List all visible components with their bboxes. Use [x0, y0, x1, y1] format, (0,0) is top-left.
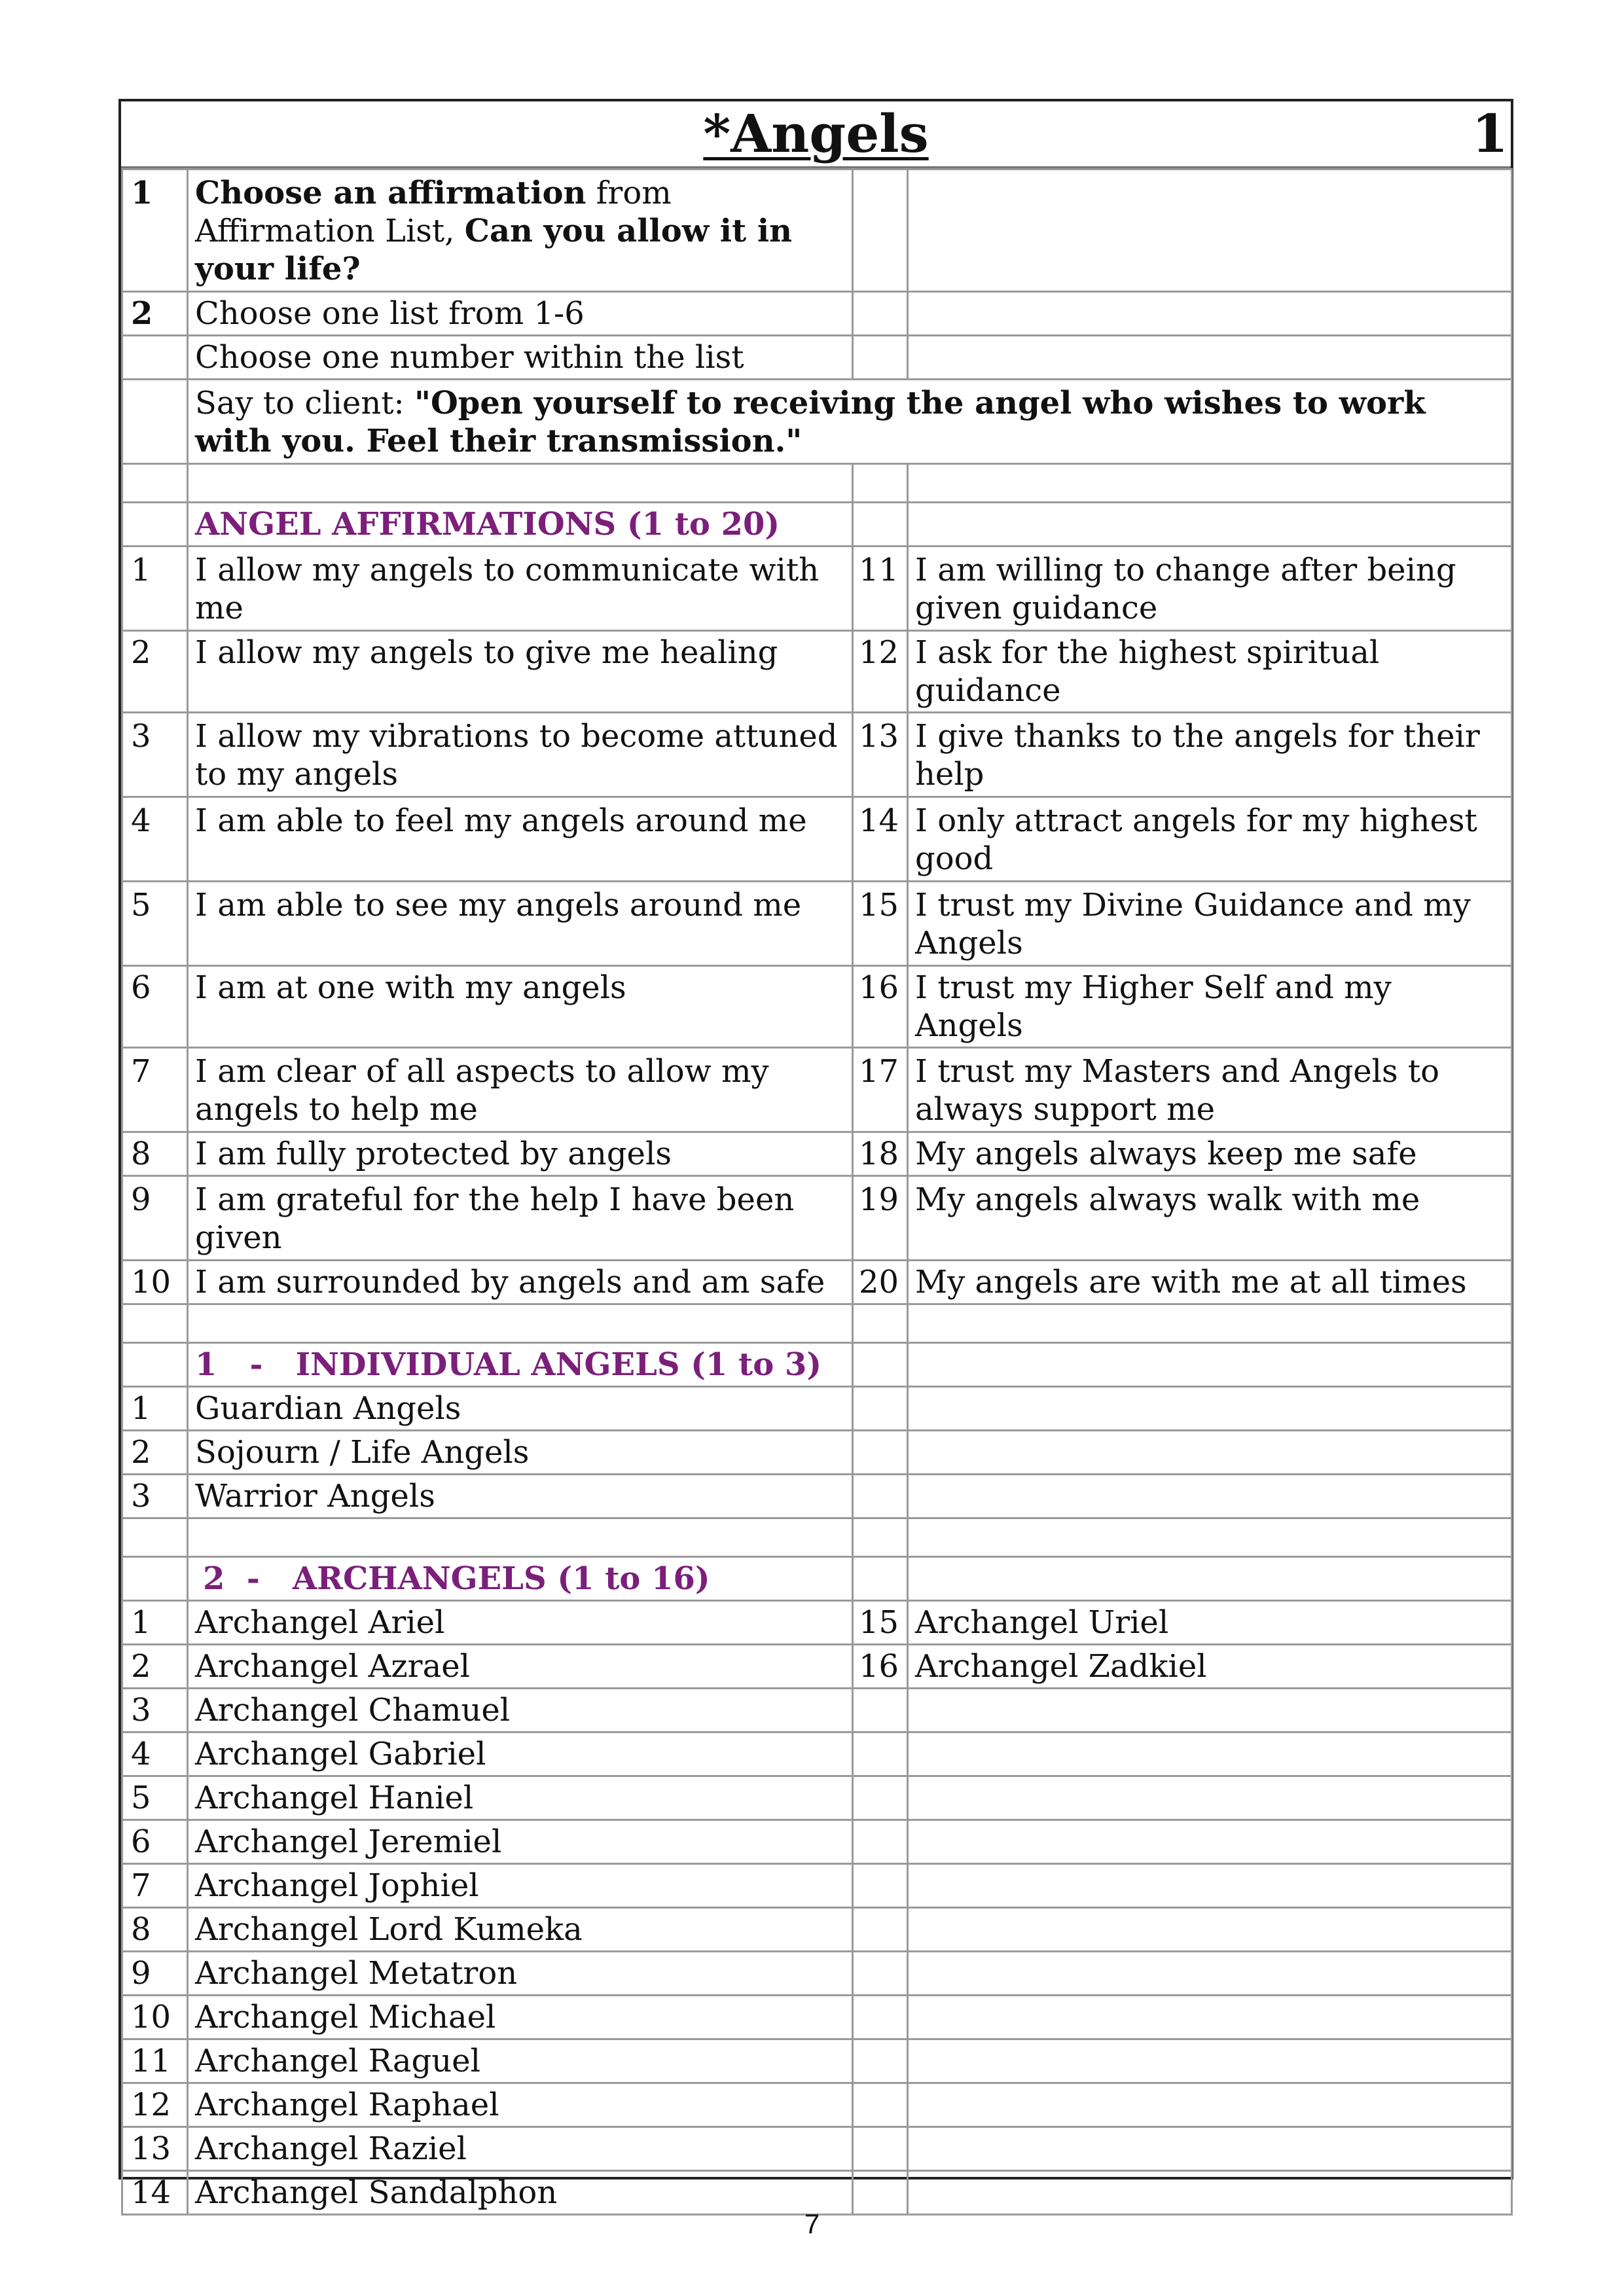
- step-row: [122, 170, 1512, 292]
- archangel-name: Archangel Jophiel: [188, 1864, 853, 1908]
- affirmation-number: 10: [122, 1261, 188, 1304]
- step-text: Choose one number within the list: [188, 336, 853, 380]
- item-number: 6: [122, 1820, 188, 1864]
- affirmation-text: I trust my Divine Guidance and my Angels: [908, 882, 1512, 966]
- affirmation-number: 2: [122, 631, 188, 713]
- item-number: 10: [122, 1996, 188, 2039]
- affirmation-text: My angels always keep me safe: [908, 1132, 1512, 1176]
- archangel-name: Archangel Raphael: [188, 2083, 853, 2127]
- affirmation-row: [122, 547, 1512, 631]
- item-number: 9: [122, 1952, 188, 1996]
- archangel-name: Archangel Gabriel: [188, 1732, 853, 1776]
- affirmation-text: I ask for the highest spiritual guidance: [908, 631, 1512, 713]
- archangel-row: [122, 1864, 1512, 1908]
- affirmation-row: [122, 713, 1512, 797]
- section-heading-row: [122, 1343, 1512, 1387]
- archangel-name: Archangel Zadkiel: [908, 1645, 1512, 1689]
- affirmation-text: I am fully protected by angels: [188, 1132, 853, 1176]
- affirmation-number: 9: [122, 1176, 188, 1261]
- affirmation-number: 4: [122, 797, 188, 882]
- affirmation-row: [122, 1048, 1512, 1132]
- individual-angel-name: Warrior Angels: [188, 1475, 853, 1518]
- item-number: 14: [122, 2171, 188, 2215]
- item-number: 13: [122, 2127, 188, 2171]
- archangel-name: Archangel Jeremiel: [188, 1820, 853, 1864]
- affirmation-number: 3: [122, 713, 188, 797]
- step-text: Say to client: "Open yourself to receiving the angel who wishes to work with you. Feel their transmission.": [188, 380, 1512, 464]
- affirmation-row: [122, 1261, 1512, 1304]
- affirmation-text: I allow my vibrations to become attuned to my angels: [188, 713, 853, 797]
- affirmation-text: I am clear of all aspects to allow my angels to help me: [188, 1048, 853, 1132]
- affirmation-number: 1: [122, 547, 188, 631]
- step-row: [122, 380, 1512, 464]
- affirmation-text: I am grateful for the help I have been given: [188, 1176, 853, 1261]
- affirmation-text: I am able to feel my angels around me: [188, 797, 853, 882]
- affirmation-text: I am willing to change after being given guidance: [908, 547, 1512, 631]
- affirmation-number: 20: [853, 1261, 908, 1304]
- spacer-row: [122, 1304, 1512, 1343]
- archangel-name: Archangel Chamuel: [188, 1689, 853, 1732]
- affirmation-number: 12: [853, 631, 908, 713]
- archangel-row: [122, 1776, 1512, 1820]
- step-row: [122, 336, 1512, 380]
- item-number: 11: [122, 2039, 188, 2083]
- affirmation-text: I am surrounded by angels and am safe: [188, 1261, 853, 1304]
- section-heading-row: [122, 503, 1512, 547]
- title-row: [121, 101, 1511, 168]
- archangel-row: [122, 2039, 1512, 2083]
- step-number: 1: [122, 170, 188, 292]
- affirmation-text: I allow my angels to communicate with me: [188, 547, 853, 631]
- item-number: 4: [122, 1732, 188, 1776]
- affirmation-row: [122, 797, 1512, 882]
- affirmation-number: 7: [122, 1048, 188, 1132]
- affirmation-number: 15: [853, 882, 908, 966]
- step-row: [122, 292, 1512, 336]
- affirmation-number: 13: [853, 713, 908, 797]
- section-heading-row: [122, 1557, 1512, 1601]
- item-number: 16: [853, 1645, 908, 1689]
- individual-angel-row: [122, 1431, 1512, 1475]
- item-number: 1: [122, 1387, 188, 1431]
- spacer-row: [122, 1518, 1512, 1557]
- step-number: [122, 380, 188, 464]
- affirmation-number: 6: [122, 966, 188, 1048]
- angels-worksheet: [118, 99, 1513, 2211]
- item-number: 3: [122, 1689, 188, 1732]
- affirmation-text: I am able to see my angels around me: [188, 882, 853, 966]
- affirmation-text: My angels are with me at all times: [908, 1261, 1512, 1304]
- spacer-row: [122, 464, 1512, 503]
- archangel-name: Archangel Metatron: [188, 1952, 853, 1996]
- step-text: Choose one list from 1-6: [188, 292, 853, 336]
- affirmation-text: I give thanks to the angels for their help: [908, 713, 1512, 797]
- item-number: 1: [122, 1601, 188, 1645]
- item-number: 12: [122, 2083, 188, 2127]
- step-number: [122, 336, 188, 380]
- affirmation-number: 17: [853, 1048, 908, 1132]
- archangel-name: Archangel Michael: [188, 1996, 853, 2039]
- affirmation-number: 18: [853, 1132, 908, 1176]
- individual-angel-name: Guardian Angels: [188, 1387, 853, 1431]
- archangel-row: [122, 1952, 1512, 1996]
- affirmation-text: I allow my angels to give me healing: [188, 631, 853, 713]
- page-title: *Angels: [703, 103, 929, 164]
- archangel-row: [122, 1645, 1512, 1689]
- affirmation-number: 11: [853, 547, 908, 631]
- archangel-row: [122, 1732, 1512, 1776]
- archangel-row: [122, 1820, 1512, 1864]
- item-number: 15: [853, 1601, 908, 1645]
- archangel-row: [122, 1908, 1512, 1952]
- item-number: 7: [122, 1864, 188, 1908]
- step-text: Choose an affirmation from Affirmation List, Can you allow it in your life?: [188, 170, 853, 292]
- footer-page-number: 7: [804, 2208, 820, 2239]
- affirmation-text: I only attract angels for my highest good: [908, 797, 1512, 882]
- archangel-name: Archangel Sandalphon: [188, 2171, 853, 2215]
- archangel-name: Archangel Raziel: [188, 2127, 853, 2171]
- archangels-heading: 2 - ARCHANGELS (1 to 16): [188, 1557, 853, 1601]
- affirmation-number: 5: [122, 882, 188, 966]
- affirmation-text: I trust my Masters and Angels to always support me: [908, 1048, 1512, 1132]
- step-number: 2: [122, 292, 188, 336]
- item-number: 3: [122, 1475, 188, 1518]
- individual-angels-heading: 1 - INDIVIDUAL ANGELS (1 to 3): [188, 1343, 853, 1387]
- archangel-name: Archangel Uriel: [908, 1601, 1512, 1645]
- affirmation-row: [122, 1176, 1512, 1261]
- individual-angel-row: [122, 1475, 1512, 1518]
- affirmation-number: 19: [853, 1176, 908, 1261]
- archangel-row: [122, 1601, 1512, 1645]
- affirmation-number: 8: [122, 1132, 188, 1176]
- item-number: 5: [122, 1776, 188, 1820]
- affirmation-row: [122, 631, 1512, 713]
- affirmation-text: I am at one with my angels: [188, 966, 853, 1048]
- affirmation-number: 14: [853, 797, 908, 882]
- individual-angel-name: Sojourn / Life Angels: [188, 1431, 853, 1475]
- archangel-row: [122, 1996, 1512, 2039]
- affirmation-row: [122, 1132, 1512, 1176]
- angels-table: [121, 168, 1513, 2215]
- item-number: 2: [122, 1431, 188, 1475]
- item-number: 2: [122, 1645, 188, 1689]
- archangel-name: Archangel Ariel: [188, 1601, 853, 1645]
- item-number: 8: [122, 1908, 188, 1952]
- affirmation-row: [122, 966, 1512, 1048]
- archangel-row: [122, 1689, 1512, 1732]
- individual-angel-row: [122, 1387, 1512, 1431]
- archangel-name: Archangel Lord Kumeka: [188, 1908, 853, 1952]
- affirmation-text: I trust my Higher Self and my Angels: [908, 966, 1512, 1048]
- archangel-name: Archangel Raguel: [188, 2039, 853, 2083]
- archangel-name: Archangel Azrael: [188, 1645, 853, 1689]
- affirmation-row: [122, 882, 1512, 966]
- affirmation-number: 16: [853, 966, 908, 1048]
- affirmation-text: My angels always walk with me: [908, 1176, 1512, 1261]
- archangel-row: [122, 2083, 1512, 2127]
- archangel-row: [122, 2127, 1512, 2171]
- affirmations-heading: ANGEL AFFIRMATIONS (1 to 20): [188, 503, 853, 547]
- archangel-name: Archangel Haniel: [188, 1776, 853, 1820]
- sheet-index: 1: [1471, 103, 1508, 164]
